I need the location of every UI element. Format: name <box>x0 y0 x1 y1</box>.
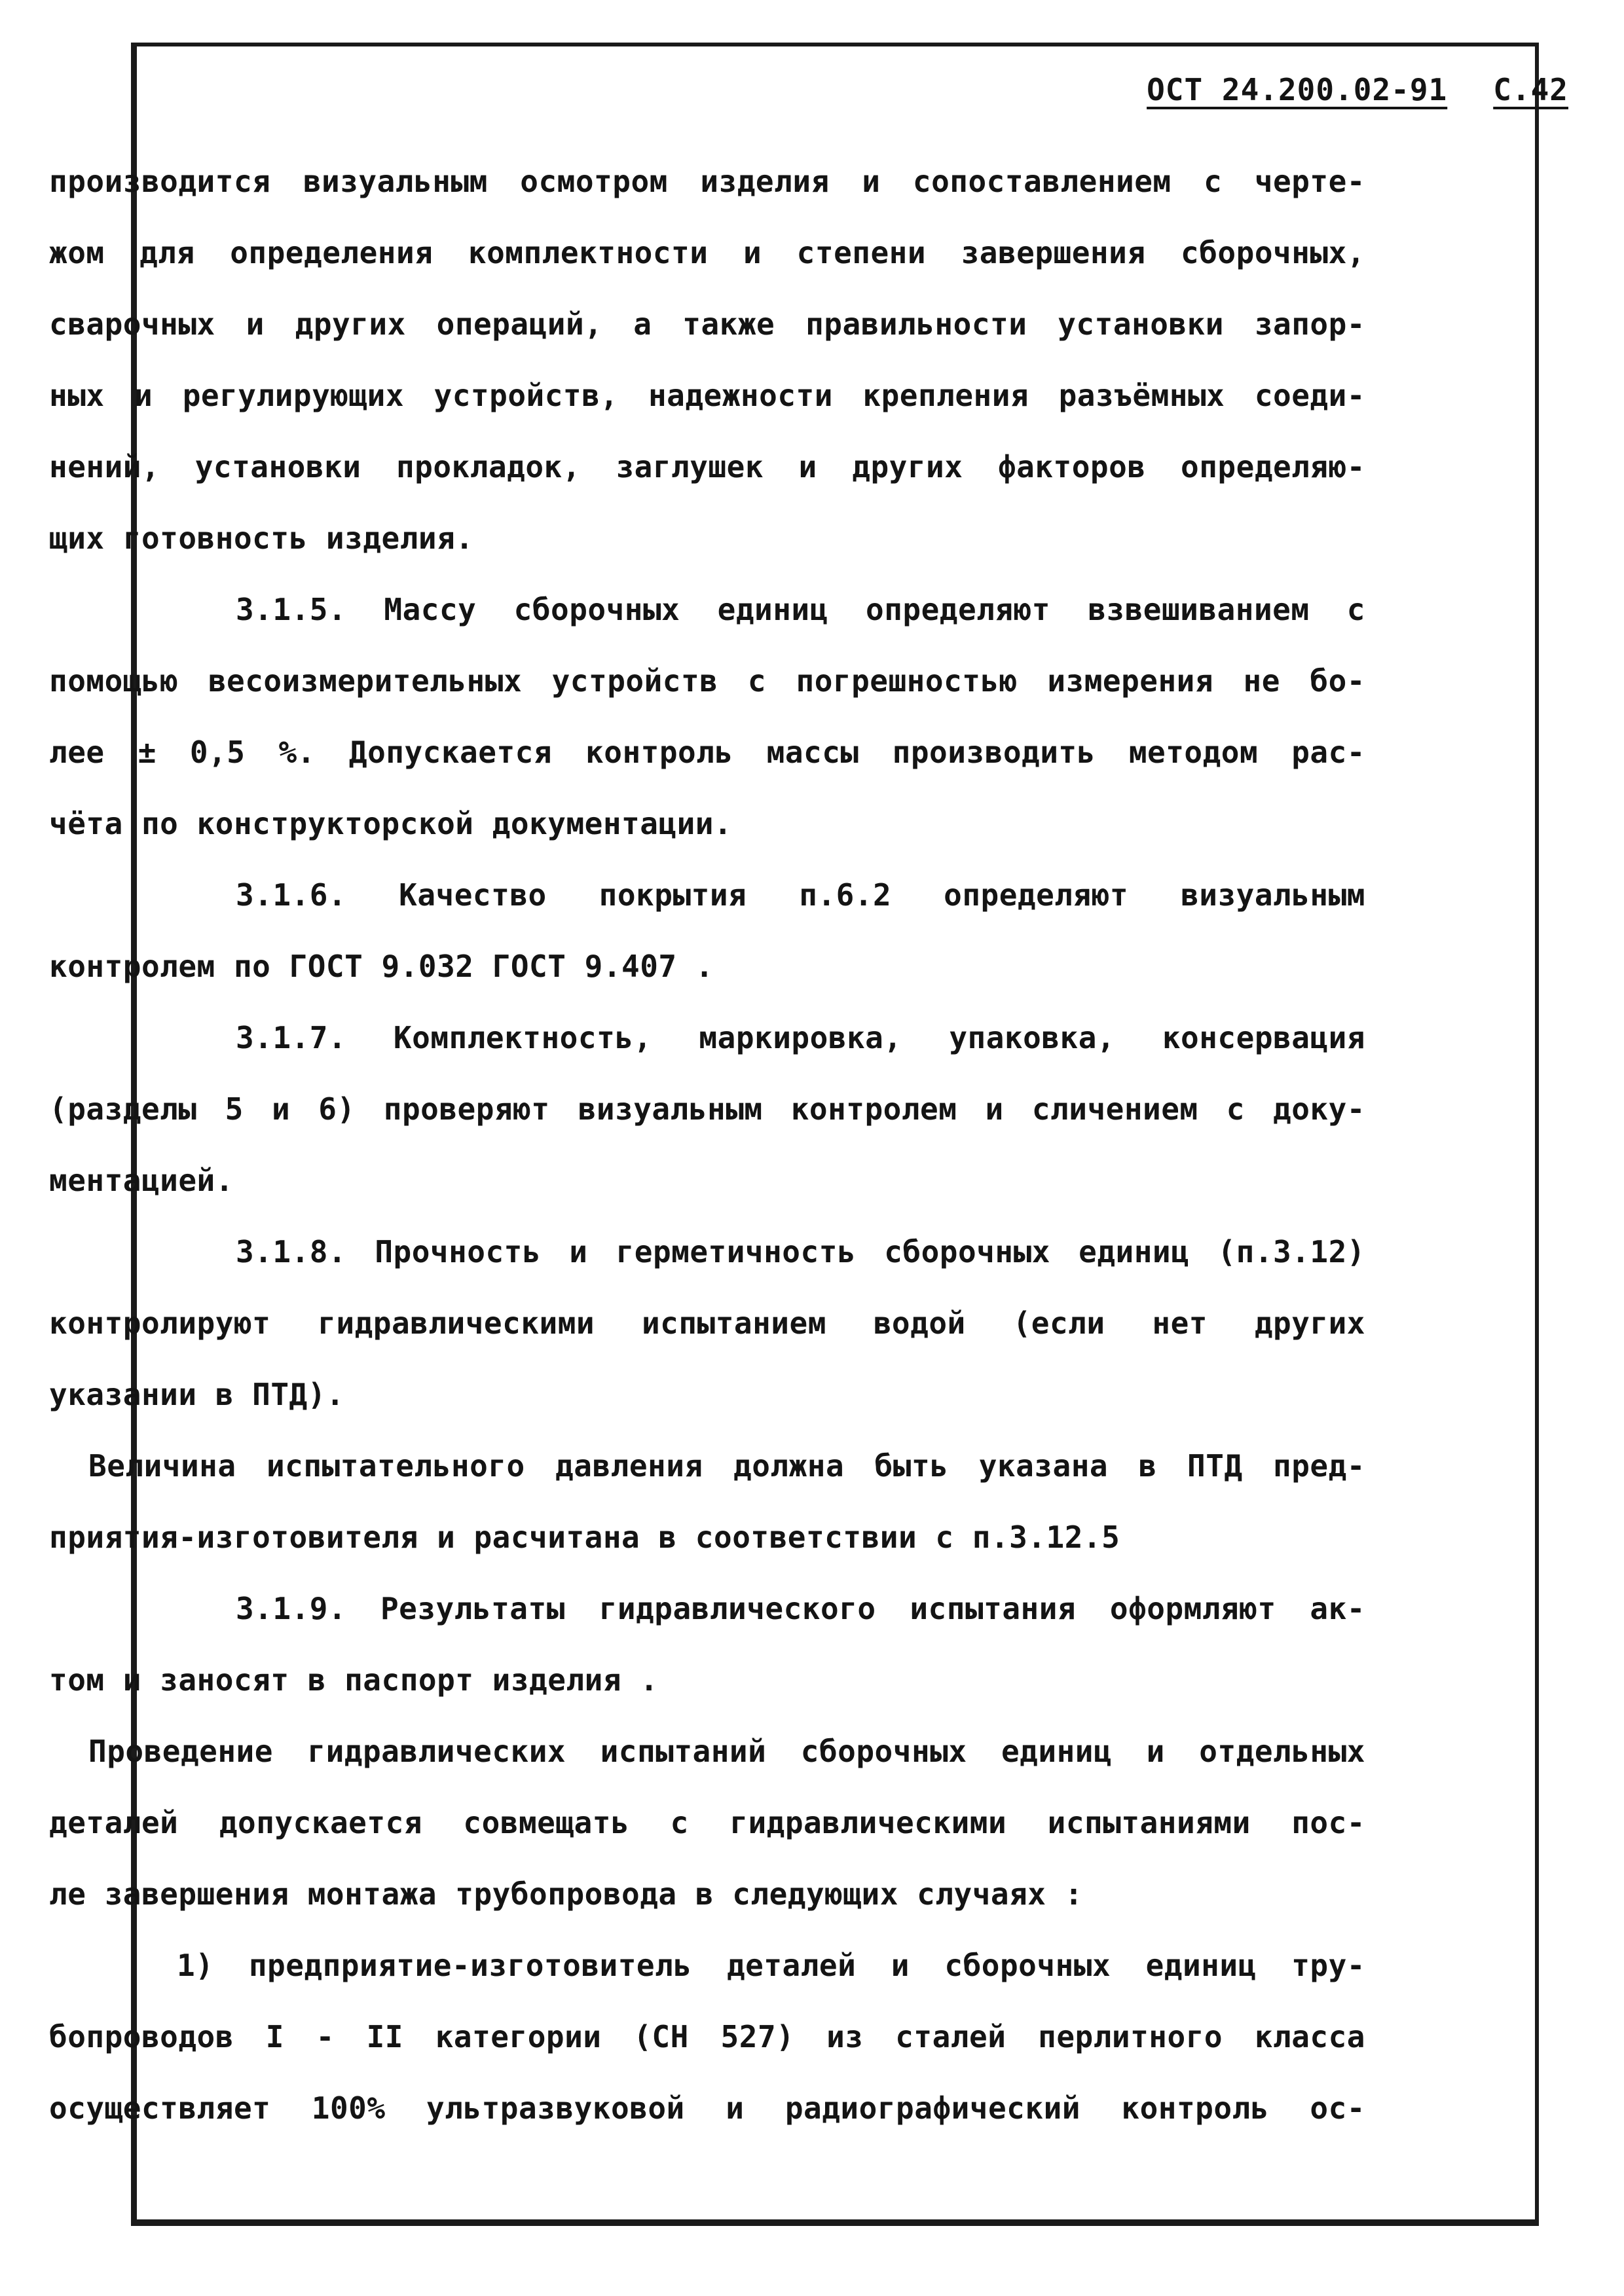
paragraph-pressure: Величина испытательного давления должна быть указана в ПТД пред- <box>88 1448 1365 1484</box>
text-line: жом для определения комплектности и степени завершения сборочных, <box>49 235 1365 270</box>
text-line: приятия-изготовителя и расчитана в соответствии с п.3.12.5 <box>49 1520 1120 1555</box>
text-line: сварочных и других операций, а также правильности установки запор- <box>49 306 1365 342</box>
paragraph-3-1-8: 3.1.8. Прочность и герметичность сборочных единиц (п.3.12) <box>236 1234 1365 1269</box>
document-code: ОСТ 24.200.02-91 <box>1147 72 1448 107</box>
text-line: нений, установки прокладок, заглушек и других факторов определяю- <box>49 449 1365 484</box>
text-line: ле завершения монтажа трубопровода в следующих случаях : <box>49 1876 1083 1912</box>
paragraph-3-1-5: 3.1.5. Массу сборочных единиц определяют взвешиванием с <box>236 592 1365 627</box>
text-line: указании в ПТД). <box>49 1377 345 1412</box>
text-line: щих готовность изделия. <box>49 520 474 556</box>
text-line: ных и регулирующих устройств, надежности крепления разъёмных соеди- <box>49 378 1365 413</box>
paragraph-3-1-9: 3.1.9. Результаты гидравлического испытания оформляют ак- <box>236 1591 1365 1626</box>
text-line: лее ± 0,5 %. Допускается контроль массы производить методом рас- <box>49 735 1365 770</box>
text-line: том и заносят в паспорт изделия . <box>49 1662 659 1698</box>
paragraph-3-1-7: 3.1.7. Комплектность, маркировка, упаковка, консервация <box>236 1020 1365 1055</box>
list-item-1: 1) предприятие-изготовитель деталей и сборочных единиц тру- <box>177 1948 1365 1983</box>
text-line: (разделы 5 и 6) проверяют визуальным контролем и сличением с доку- <box>49 1091 1365 1127</box>
text-line: бопроводов I - II категории (СН 527) из сталей перлитного класса <box>49 2019 1365 2054</box>
text-line: деталей допускается совмещать с гидравлическими испытаниями пос- <box>49 1805 1365 1840</box>
text-line: помощью весоизмерительных устройств с погрешностью измерения не бо- <box>49 663 1365 699</box>
text-line: осуществляет 100% ультразвуковой и радиографический контроль ос- <box>49 2090 1365 2126</box>
document-body <box>49 164 1365 2162</box>
paragraph-3-1-6: 3.1.6. Качество покрытия п.6.2 определяют визуальным <box>236 877 1365 913</box>
text-line: производится визуальным осмотром изделия и сопоставлением с черте- <box>49 164 1365 199</box>
paragraph-hydraulic-tests: Проведение гидравлических испытаний сборочных единиц и отдельных <box>88 1734 1365 1769</box>
text-line: ментацией. <box>49 1163 234 1198</box>
page-header <box>1147 72 1568 107</box>
text-line: контролем по ГОСТ 9.032 ГОСТ 9.407 . <box>49 949 714 984</box>
page-number: С.42 <box>1493 72 1568 107</box>
text-line: чёта по конструкторской документации. <box>49 806 733 841</box>
text-line: контролируют гидравлическими испытанием водой (если нет других <box>49 1305 1365 1341</box>
